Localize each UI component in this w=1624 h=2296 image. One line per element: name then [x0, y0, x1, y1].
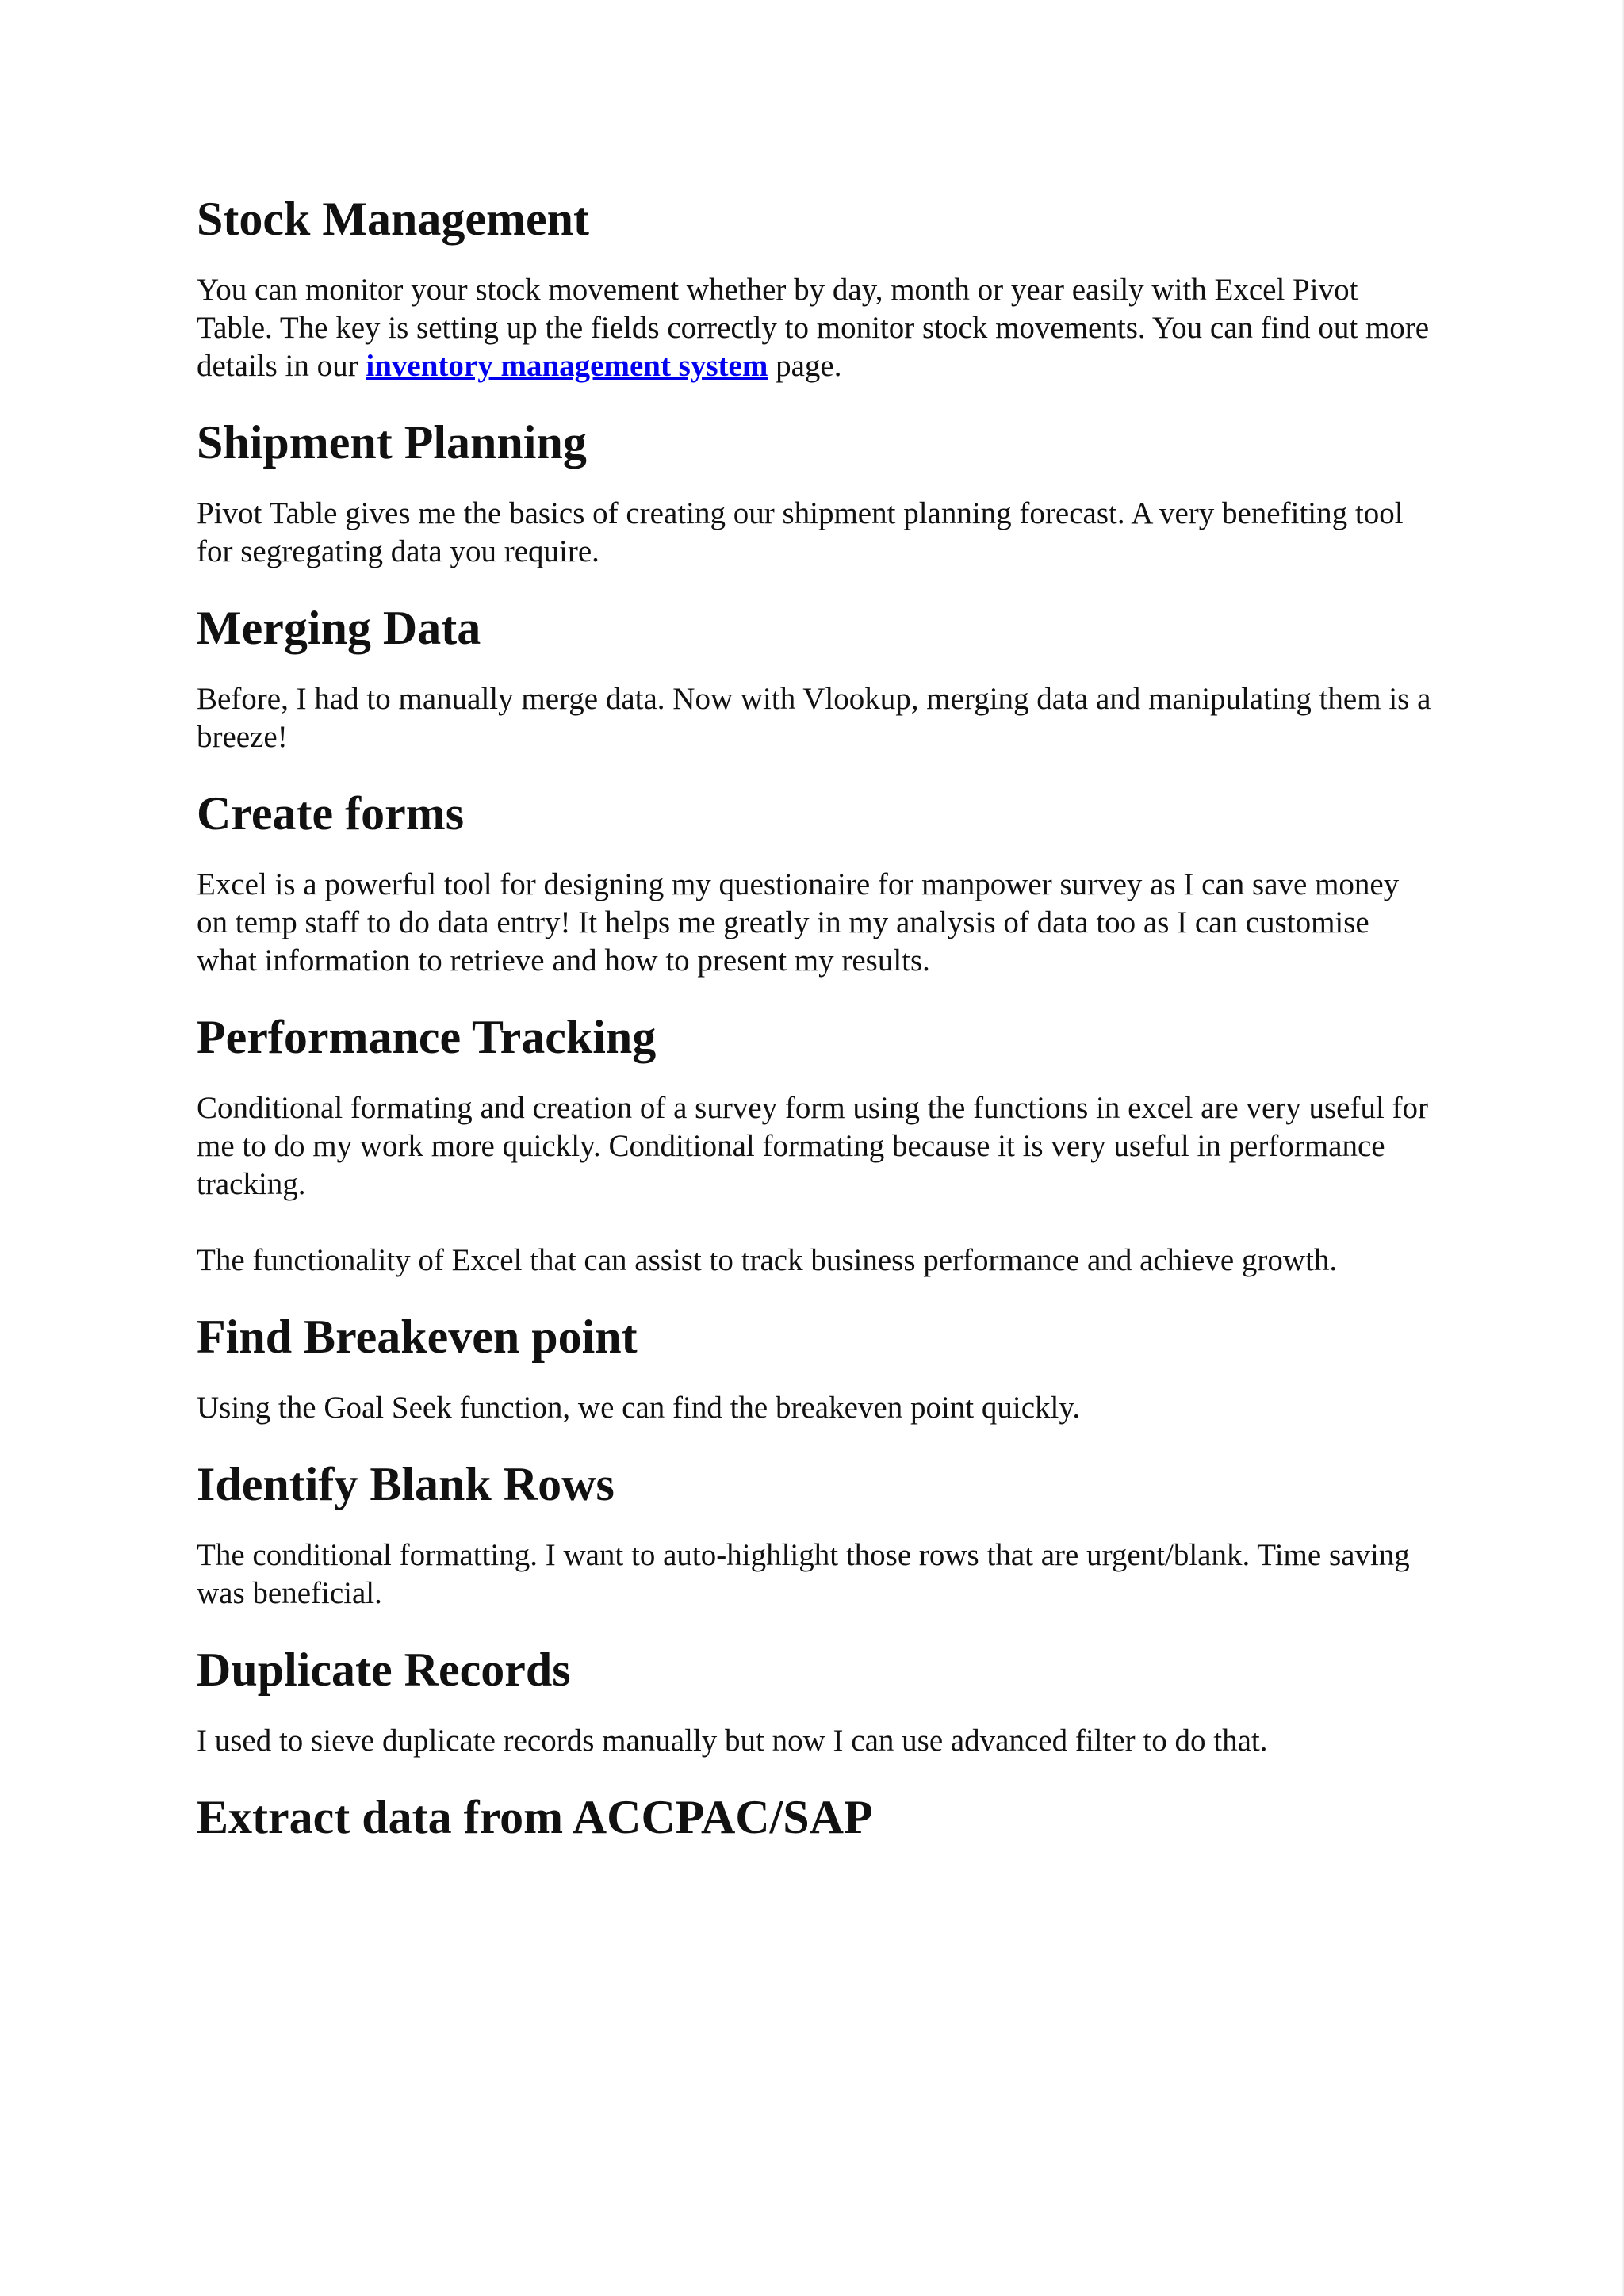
- performance-tracking-paragraph-1: Conditional formating and creation of a survey form using the functions in excel are very useful for me to do my work more quickly. Conditional formating because it is very useful in performance tracking.: [197, 1091, 1429, 1201]
- heading-duplicate-records: Duplicate Records: [197, 1644, 571, 1696]
- document-body: [197, 189, 1434, 1847]
- heading-performance-tracking: Performance Tracking: [197, 1011, 657, 1063]
- heading-merging-data: Merging Data: [197, 602, 481, 654]
- heading-shipment-planning: Shipment Planning: [197, 416, 587, 469]
- identify-blank-rows-paragraph: The conditional formatting. I want to auto-highlight those rows that are urgent/blank. Time saving was beneficial.: [197, 1538, 1410, 1610]
- heading-extract-data: Extract data from ACCPAC/SAP: [197, 1791, 873, 1843]
- heading-identify-blank-rows: Identify Blank Rows: [197, 1458, 615, 1510]
- inventory-management-system-link[interactable]: inventory management system: [366, 349, 768, 383]
- heading-find-breakeven-point: Find Breakeven point: [197, 1311, 638, 1363]
- paragraph-text: You can monitor your stock movement whether by day, month or year easily with Excel Pivot Table. The key is setting up the fields correctly to monitor stock movements. You can find out more details in our: [197, 273, 1430, 383]
- find-breakeven-point-paragraph: Using the Goal Seek function, we can find the breakeven point quickly.: [197, 1391, 1081, 1425]
- heading-create-forms: Create forms: [197, 787, 465, 840]
- duplicate-records-paragraph: I used to sieve duplicate records manually but now I can use advanced filter to do that.: [197, 1724, 1268, 1758]
- merging-data-paragraph: Before, I had to manually merge data. Now with Vlookup, merging data and manipulating them is a breeze!: [197, 682, 1431, 754]
- paragraph-text: page.: [768, 349, 842, 383]
- shipment-planning-paragraph: Pivot Table gives me the basics of creating our shipment planning forecast. A very benefiting tool for segregating data you require.: [197, 496, 1404, 568]
- performance-tracking-paragraph-2: The functionality of Excel that can assist to track business performance and achieve growth.: [197, 1243, 1338, 1277]
- create-forms-paragraph: Excel is a powerful tool for designing my questionaire for manpower survey as I can save money on temp staff to do data entry! It helps me greatly in my analysis of data too as I can customise what information to retrieve and how to present my results.: [197, 867, 1400, 978]
- stock-management-paragraph: [197, 271, 1434, 385]
- heading-stock-management: Stock Management: [197, 193, 589, 245]
